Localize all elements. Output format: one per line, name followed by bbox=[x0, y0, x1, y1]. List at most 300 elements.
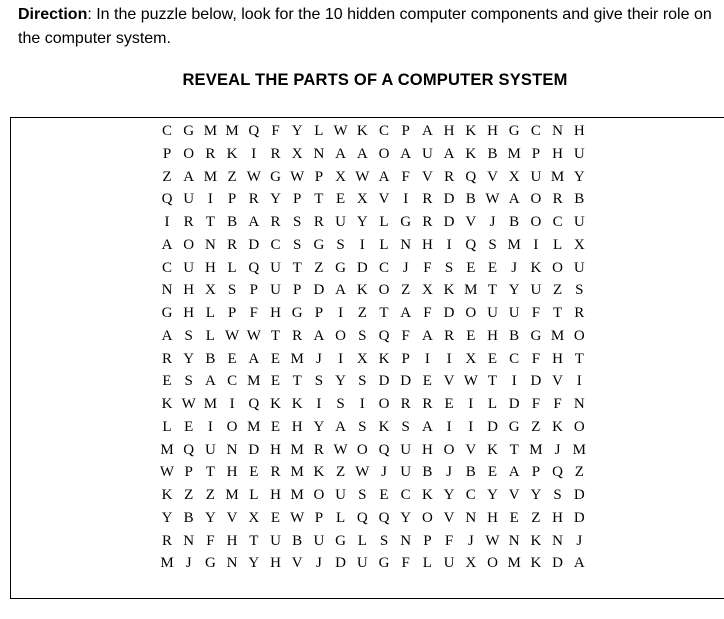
grid-letter: F bbox=[401, 327, 410, 344]
grid-letter: U bbox=[356, 555, 368, 572]
grid-letter: G bbox=[508, 418, 520, 435]
grid-letter: M bbox=[464, 282, 478, 299]
grid-letter: U bbox=[421, 145, 433, 162]
grid-letter: Q bbox=[248, 123, 260, 139]
grid-letter: Z bbox=[227, 168, 237, 185]
grid-letter: X bbox=[248, 509, 260, 526]
grid-letter: O bbox=[183, 236, 195, 253]
grid-letter: T bbox=[379, 305, 389, 321]
grid-letter: N bbox=[465, 509, 477, 526]
grid-letter: L bbox=[249, 487, 259, 503]
grid-letter: I bbox=[359, 396, 365, 412]
grid-letter: M bbox=[290, 350, 304, 367]
grid-letter: E bbox=[227, 350, 237, 367]
grid-letter: Y bbox=[183, 350, 195, 367]
grid-letter: W bbox=[246, 327, 261, 344]
grid-letter: Z bbox=[531, 418, 541, 435]
grid-letter: O bbox=[183, 145, 195, 162]
grid-letter: O bbox=[530, 191, 542, 208]
grid-letter: D bbox=[335, 555, 347, 572]
grid-letter: F bbox=[401, 555, 410, 572]
grid-letter: R bbox=[313, 214, 324, 230]
grid-letter: J bbox=[315, 350, 322, 367]
grid-letter: U bbox=[487, 305, 498, 321]
grid-letter: D bbox=[573, 509, 585, 526]
grid-letter: L bbox=[336, 509, 346, 526]
grid-letter: O bbox=[378, 145, 390, 162]
grid-letter: U bbox=[530, 282, 542, 299]
grid-letter: L bbox=[553, 236, 563, 253]
grid-letter: R bbox=[205, 145, 216, 162]
grid-letter: E bbox=[487, 464, 498, 481]
grid-letter: I bbox=[338, 305, 344, 321]
grid-letter: X bbox=[465, 350, 477, 367]
grid-letter: M bbox=[290, 487, 304, 503]
grid-letter: A bbox=[400, 305, 412, 321]
grid-letter: S bbox=[293, 214, 302, 230]
grid-letter: I bbox=[164, 214, 170, 230]
grid-letter: A bbox=[335, 282, 347, 299]
grid-letter: T bbox=[314, 191, 324, 208]
grid-letter: V bbox=[552, 373, 564, 390]
grid-letter: S bbox=[358, 487, 367, 503]
grid-letter: U bbox=[183, 259, 195, 276]
grid-letter: H bbox=[270, 555, 281, 572]
grid-letter: W bbox=[181, 396, 196, 412]
grid-letter: S bbox=[553, 487, 562, 503]
grid-letter: D bbox=[248, 236, 260, 253]
grid-letter: O bbox=[421, 509, 433, 526]
grid-letter: K bbox=[291, 396, 303, 412]
grid-letter: C bbox=[227, 373, 238, 390]
grid-letter: M bbox=[203, 396, 218, 412]
grid-letter: O bbox=[487, 555, 498, 572]
grid-letter: K bbox=[530, 259, 542, 276]
grid-letter: S bbox=[379, 532, 389, 549]
grid-letter: U bbox=[335, 487, 347, 503]
grid-letter: U bbox=[573, 214, 585, 230]
grid-letter: F bbox=[401, 168, 410, 185]
grid-letter: K bbox=[378, 418, 390, 435]
grid-letter: G bbox=[335, 259, 347, 276]
grid-letter: G bbox=[530, 327, 542, 344]
grid-letter: H bbox=[183, 282, 195, 299]
grid-letter: K bbox=[530, 532, 542, 549]
grid-letter: P bbox=[249, 282, 258, 299]
grid-letter: J bbox=[511, 259, 518, 276]
grid-letter: G bbox=[291, 305, 303, 321]
grid-letter: A bbox=[443, 145, 455, 162]
grid-letter: R bbox=[248, 191, 259, 208]
grid-letter: Y bbox=[443, 487, 455, 503]
grid-letter: K bbox=[421, 487, 433, 503]
grid-letter: F bbox=[271, 123, 280, 139]
grid-letter: H bbox=[487, 509, 498, 526]
grid-letter: B bbox=[487, 145, 498, 162]
grid-letter: X bbox=[356, 350, 368, 367]
grid-letter: J bbox=[489, 214, 496, 230]
grid-letter: Q bbox=[465, 168, 477, 185]
grid-letter: A bbox=[313, 327, 325, 344]
grid-letter: Z bbox=[574, 464, 584, 481]
grid-letter: C bbox=[378, 123, 389, 139]
grid-letter: K bbox=[161, 487, 173, 503]
grid-letter: E bbox=[336, 191, 346, 208]
grid-letter: V bbox=[508, 487, 520, 503]
grid-letter: N bbox=[183, 532, 195, 549]
grid-letter: M bbox=[247, 418, 261, 435]
grid-letter: M bbox=[203, 168, 218, 185]
grid-letter: X bbox=[335, 168, 347, 185]
grid-letter: K bbox=[356, 282, 368, 299]
grid-letter: I bbox=[511, 373, 517, 390]
grid-letter: M bbox=[160, 441, 174, 458]
grid-letter: J bbox=[185, 555, 192, 572]
grid-letter: S bbox=[358, 327, 367, 344]
grid-letter: X bbox=[356, 191, 368, 208]
grid-letter: B bbox=[465, 464, 476, 481]
grid-letter: A bbox=[508, 464, 520, 481]
grid-letter: Y bbox=[248, 555, 260, 572]
grid-letter: S bbox=[358, 373, 367, 390]
grid-letter: B bbox=[465, 191, 476, 208]
grid-letter: Y bbox=[400, 509, 412, 526]
grid-letter: N bbox=[226, 555, 238, 572]
grid-letter: M bbox=[507, 555, 521, 572]
grid-letter: P bbox=[531, 145, 541, 162]
direction-body: : In the puzzle below, look for the 10 hidden computer components and give their role on the computer system. bbox=[18, 6, 712, 47]
grid-letter: I bbox=[359, 236, 365, 253]
grid-letter: Y bbox=[530, 487, 542, 503]
grid-letter: H bbox=[204, 259, 216, 276]
grid-letter: R bbox=[400, 396, 411, 412]
grid-letter: D bbox=[573, 487, 585, 503]
grid-letter: J bbox=[446, 464, 453, 481]
grid-letter: X bbox=[465, 555, 477, 572]
grid-letter: K bbox=[552, 418, 564, 435]
grid-letter: B bbox=[422, 464, 433, 481]
grid-letter: E bbox=[487, 259, 498, 276]
grid-letter: P bbox=[423, 532, 432, 549]
grid-letter: C bbox=[270, 236, 281, 253]
grid-letter: N bbox=[313, 145, 325, 162]
grid-letter: S bbox=[575, 282, 584, 299]
grid-letter: I bbox=[316, 396, 322, 412]
grid-letter: R bbox=[161, 532, 172, 549]
grid-letter: H bbox=[226, 464, 238, 481]
grid-letter: R bbox=[183, 214, 194, 230]
grid-letter: A bbox=[421, 327, 433, 344]
grid-letter: G bbox=[183, 123, 195, 139]
grid-letter: C bbox=[161, 123, 172, 139]
grid-letter: F bbox=[444, 532, 454, 549]
grid-letter: B bbox=[183, 509, 194, 526]
grid-letter: I bbox=[338, 350, 344, 367]
grid-letter: L bbox=[379, 214, 389, 230]
grid-letter: F bbox=[531, 396, 541, 412]
grid-letter: L bbox=[227, 259, 237, 276]
grid-letter: H bbox=[183, 305, 195, 321]
grid-letter: Z bbox=[553, 282, 563, 299]
grid-letter: M bbox=[529, 441, 543, 458]
grid-letter: D bbox=[378, 373, 390, 390]
grid-letter: U bbox=[204, 441, 216, 458]
grid-letter: R bbox=[161, 350, 172, 367]
grid-letter: E bbox=[466, 259, 476, 276]
grid-letter: I bbox=[446, 418, 452, 435]
grid-letter: O bbox=[443, 441, 455, 458]
grid-letter: R bbox=[270, 145, 281, 162]
grid-letter: R bbox=[270, 214, 281, 230]
grid-letter: Z bbox=[401, 282, 411, 299]
grid-letter: R bbox=[552, 191, 563, 208]
grid-letter: C bbox=[552, 214, 563, 230]
grid-letter: L bbox=[379, 236, 389, 253]
grid-letter: H bbox=[421, 236, 433, 253]
grid-letter: C bbox=[400, 487, 411, 503]
grid-letter: E bbox=[509, 509, 519, 526]
grid-letter: E bbox=[270, 509, 281, 526]
grid-letter: J bbox=[554, 441, 561, 458]
grid-letter: U bbox=[400, 464, 412, 481]
grid-letter: C bbox=[509, 350, 520, 367]
grid-letter: H bbox=[291, 418, 303, 435]
grid-letter: F bbox=[423, 259, 432, 276]
grid-letter: M bbox=[225, 123, 239, 139]
grid-letter: I bbox=[229, 396, 235, 412]
grid-letter: P bbox=[162, 145, 172, 162]
grid-letter: A bbox=[400, 145, 412, 162]
grid-letter: K bbox=[378, 350, 390, 367]
grid-letter: E bbox=[270, 373, 281, 390]
grid-letter: D bbox=[487, 418, 498, 435]
grid-letter: G bbox=[378, 555, 390, 572]
grid-letter: T bbox=[205, 464, 215, 481]
grid-letter: D bbox=[400, 373, 412, 390]
grid-letter: C bbox=[378, 259, 389, 276]
grid-letter: Y bbox=[270, 191, 281, 208]
grid-letter: A bbox=[161, 236, 173, 253]
grid-letter: W bbox=[355, 168, 370, 185]
grid-letter: C bbox=[530, 123, 541, 139]
grid-letter: U bbox=[335, 214, 347, 230]
grid-letter: I bbox=[576, 373, 582, 390]
grid-letter: R bbox=[422, 214, 433, 230]
grid-letter: M bbox=[160, 555, 174, 572]
grid-letter: H bbox=[421, 441, 433, 458]
grid-letter: S bbox=[336, 396, 345, 412]
grid-letter: T bbox=[509, 441, 519, 458]
grid-letter: T bbox=[487, 282, 498, 299]
grid-letter: Y bbox=[204, 509, 216, 526]
grid-letter: E bbox=[249, 464, 259, 481]
grid-letter: O bbox=[378, 396, 390, 412]
grid-letter: M bbox=[290, 464, 304, 481]
grid-letter: V bbox=[421, 168, 433, 185]
grid-letter: H bbox=[270, 441, 281, 458]
grid-letter: F bbox=[423, 305, 432, 321]
grid-letter: G bbox=[313, 236, 325, 253]
grid-letter: X bbox=[573, 236, 585, 253]
grid-letter: K bbox=[530, 555, 542, 572]
grid-letter: I bbox=[446, 350, 452, 367]
grid-letter: X bbox=[508, 168, 520, 185]
grid-letter: D bbox=[313, 282, 325, 299]
grid-letter: P bbox=[293, 191, 302, 208]
grid-letter: B bbox=[509, 327, 520, 344]
grid-letter: N bbox=[552, 532, 564, 549]
grid-letter: L bbox=[162, 418, 172, 435]
grid-letter: H bbox=[443, 123, 455, 139]
grid-letter: A bbox=[573, 555, 585, 572]
grid-letter: C bbox=[161, 259, 172, 276]
grid-letter: P bbox=[531, 464, 541, 481]
grid-letter: X bbox=[204, 282, 216, 299]
grid-letter: H bbox=[552, 350, 564, 367]
grid-letter: S bbox=[336, 236, 345, 253]
grid-letter: A bbox=[335, 418, 347, 435]
grid-letter: V bbox=[487, 168, 498, 185]
grid-letter: L bbox=[205, 327, 215, 344]
grid-letter: H bbox=[487, 327, 498, 344]
grid-letter: Z bbox=[205, 487, 215, 503]
grid-letter: Y bbox=[313, 418, 325, 435]
grid-letter: C bbox=[465, 487, 476, 503]
grid-letter: E bbox=[184, 418, 194, 435]
grid-letter: D bbox=[530, 373, 542, 390]
grid-letter: O bbox=[313, 487, 325, 503]
grid-letter: K bbox=[270, 396, 281, 412]
grid-letter: W bbox=[463, 373, 478, 390]
grid-letter: R bbox=[574, 305, 585, 321]
grid-letter: S bbox=[444, 259, 454, 276]
grid-letter: U bbox=[508, 305, 520, 321]
grid-letter: N bbox=[226, 441, 238, 458]
grid-letter: H bbox=[270, 487, 281, 503]
grid-letter: I bbox=[533, 236, 539, 253]
grid-letter: W bbox=[485, 191, 500, 208]
grid-letter: K bbox=[465, 123, 477, 139]
grid-letter: P bbox=[227, 191, 237, 208]
grid-letter: L bbox=[487, 396, 498, 412]
grid-letter: M bbox=[290, 441, 304, 458]
grid-letter: Y bbox=[508, 282, 520, 299]
grid-letter: V bbox=[291, 555, 303, 572]
grid-letter: A bbox=[335, 145, 347, 162]
grid-letter: A bbox=[356, 145, 368, 162]
grid-letter: W bbox=[333, 441, 348, 458]
grid-letter: P bbox=[227, 305, 237, 321]
grid-letter: G bbox=[161, 305, 173, 321]
grid-letter: G bbox=[400, 214, 412, 230]
grid-letter: J bbox=[315, 555, 322, 572]
grid-letter: B bbox=[227, 214, 238, 230]
grid-letter: S bbox=[358, 418, 367, 435]
grid-letter: A bbox=[248, 214, 260, 230]
grid-letter: L bbox=[357, 532, 367, 549]
grid-letter: K bbox=[161, 396, 173, 412]
grid-letter: L bbox=[422, 555, 432, 572]
grid-letter: J bbox=[576, 532, 583, 549]
grid-letter: F bbox=[531, 305, 541, 321]
grid-letter: U bbox=[443, 555, 455, 572]
grid-letter: E bbox=[162, 373, 172, 390]
grid-letter: Z bbox=[162, 168, 172, 185]
grid-letter: A bbox=[421, 418, 433, 435]
grid-letter: Q bbox=[248, 259, 260, 276]
grid-letter: A bbox=[161, 327, 173, 344]
grid-letter: G bbox=[270, 168, 281, 185]
grid-letter: H bbox=[552, 145, 564, 162]
grid-letter: A bbox=[508, 191, 520, 208]
grid-letter: I bbox=[207, 418, 213, 435]
grid-letter: Q bbox=[465, 236, 477, 253]
grid-letter: E bbox=[270, 418, 281, 435]
grid-letter: O bbox=[378, 282, 390, 299]
grid-letter: R bbox=[444, 168, 455, 185]
grid-letter: W bbox=[225, 327, 240, 344]
grid-letter: J bbox=[381, 464, 387, 481]
grid-letter: W bbox=[290, 168, 305, 185]
grid-letter: E bbox=[422, 373, 432, 390]
grid-letter: F bbox=[249, 305, 258, 321]
grid-letter: N bbox=[161, 282, 173, 299]
grid-letter: T bbox=[292, 259, 302, 276]
grid-letter: B bbox=[509, 214, 520, 230]
grid-letter: U bbox=[573, 145, 585, 162]
grid-letter: H bbox=[552, 509, 564, 526]
grid-letter: O bbox=[356, 441, 368, 458]
grid-letter: D bbox=[443, 214, 455, 230]
grid-letter: V bbox=[465, 214, 477, 230]
grid-letter: G bbox=[204, 555, 216, 572]
grid-letter: M bbox=[550, 327, 565, 344]
grid-letter: P bbox=[401, 350, 410, 367]
grid-letter: H bbox=[573, 123, 585, 139]
grid-letter: Q bbox=[356, 509, 368, 526]
grid-letter: S bbox=[184, 373, 193, 390]
grid-letter: E bbox=[270, 350, 281, 367]
grid-letter: R bbox=[422, 396, 433, 412]
grid-letter: W bbox=[355, 464, 370, 481]
grid-letter: Y bbox=[161, 509, 173, 526]
grid-letter: N bbox=[400, 532, 412, 549]
grid-letter: E bbox=[444, 396, 454, 412]
grid-letter: Y bbox=[487, 487, 498, 503]
grid-letter: O bbox=[573, 327, 585, 344]
grid-letter: S bbox=[488, 236, 497, 253]
grid-letter: T bbox=[249, 532, 259, 549]
grid-letter: M bbox=[507, 236, 521, 253]
puzzle-title: REVEAL THE PARTS OF A COMPUTER SYSTEM bbox=[182, 71, 568, 89]
grid-letter: Q bbox=[183, 441, 195, 458]
grid-letter: E bbox=[487, 350, 498, 367]
grid-letter: K bbox=[487, 441, 498, 458]
grid-letter: W bbox=[159, 464, 175, 481]
grid-letter: V bbox=[443, 509, 455, 526]
grid-letter: O bbox=[335, 327, 347, 344]
grid-letter: M bbox=[550, 168, 565, 185]
grid-letter: W bbox=[246, 168, 261, 185]
grid-letter: S bbox=[401, 418, 410, 435]
grid-letter: P bbox=[401, 123, 410, 139]
grid-letter: R bbox=[227, 236, 238, 253]
grid-letter: I bbox=[403, 191, 409, 208]
grid-letter: R bbox=[422, 191, 433, 208]
grid-letter: M bbox=[247, 373, 261, 390]
grid-letter: I bbox=[468, 396, 474, 412]
grid-letter: Z bbox=[336, 464, 346, 481]
